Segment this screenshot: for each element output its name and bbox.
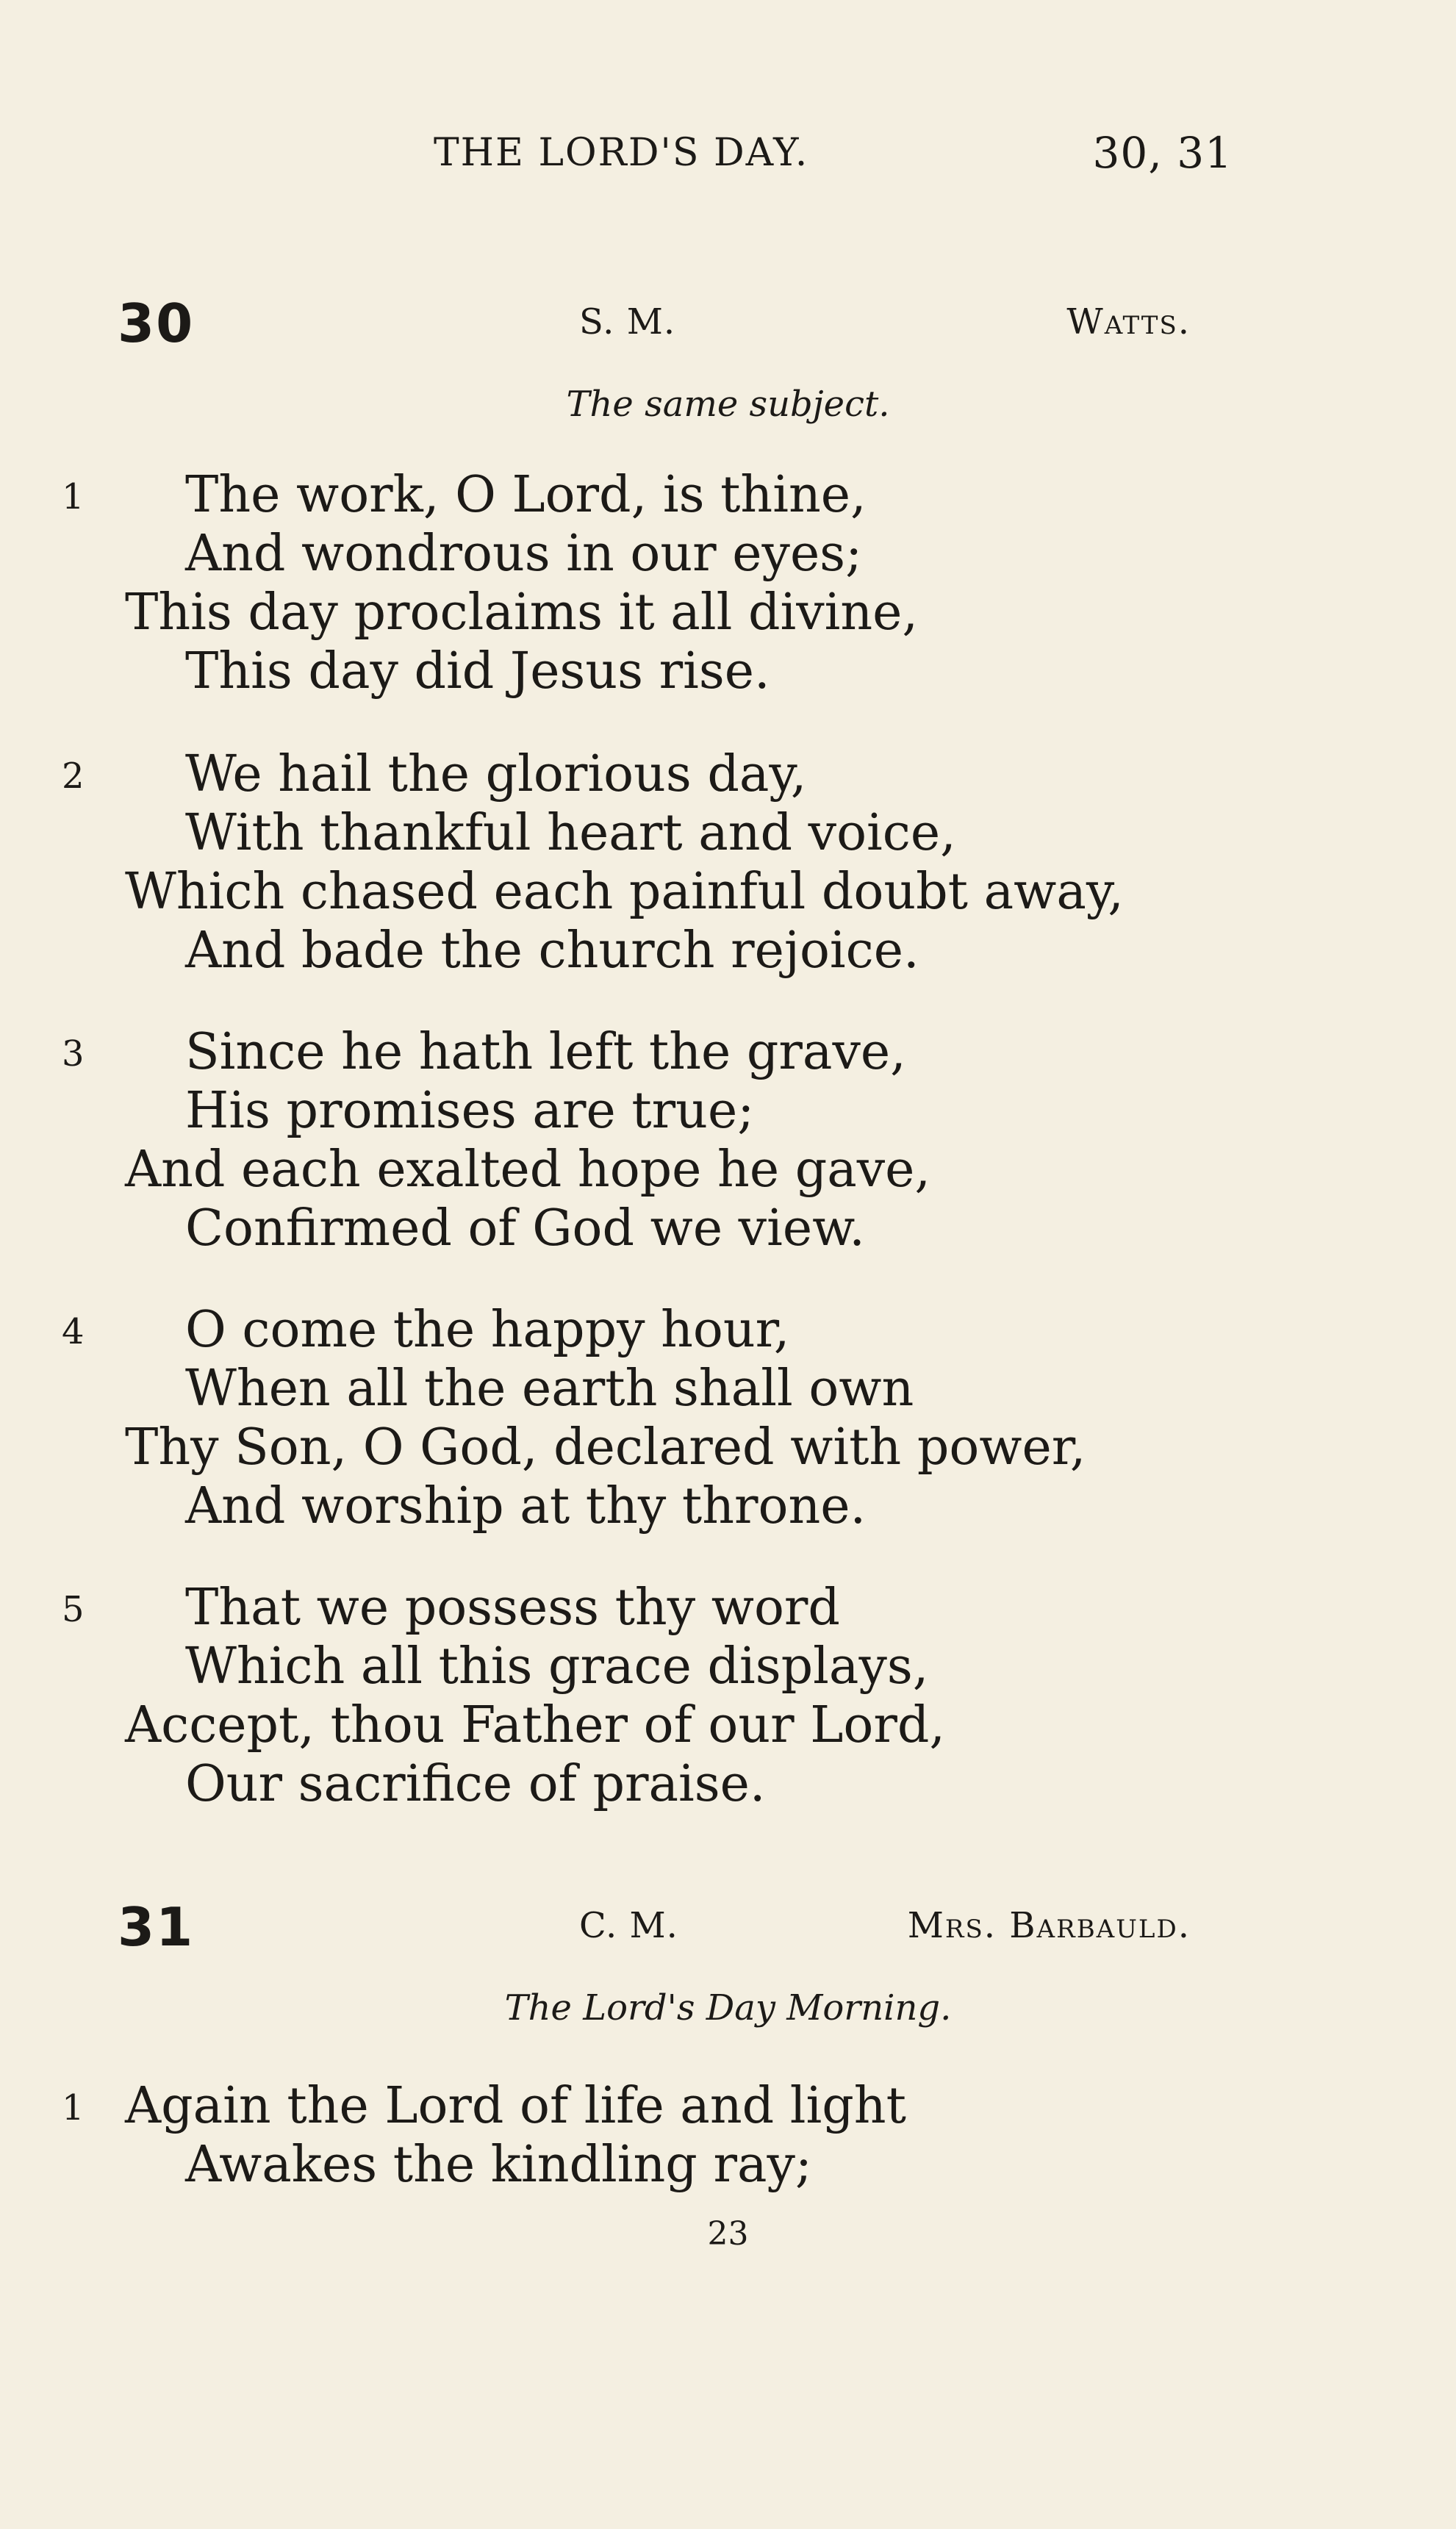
verse-line: This day proclaims it all divine, [125, 584, 919, 642]
page-number: 23 [707, 2215, 749, 2253]
verse-line: Which chased each painful doubt away, [125, 863, 1124, 921]
hymn-number: 31 [118, 1896, 195, 1958]
verse-line: That we possess thy word [185, 1579, 840, 1637]
verse-line: Awakes the kindling ray; [185, 2136, 812, 2194]
verse-line: Thy Son, O God, declared with power, [125, 1418, 1086, 1477]
verse-line: O come the happy hour, [185, 1301, 790, 1359]
hymn-meter: S. M. [579, 301, 676, 342]
hymn-author: Watts. [1066, 301, 1191, 342]
verse-line: And worship at thy throne. [185, 1477, 867, 1535]
verse-number: 2 [62, 756, 85, 797]
hymn-meter: C. M. [579, 1905, 678, 1946]
running-head [434, 128, 1242, 182]
verse-line: Again the Lord of life and light [125, 2077, 906, 2135]
hymn-author: Mrs. Barbauld. [907, 1905, 1191, 1946]
running-head-hymn-numbers: 30, 31 [1092, 128, 1233, 178]
verse-line: And wondrous in our eyes; [185, 525, 862, 583]
running-head-title: THE LORD'S DAY. [434, 131, 809, 175]
verse-number: 1 [62, 2087, 85, 2128]
verse-line: This day did Jesus rise. [185, 642, 770, 700]
verse-line: When all the earth shall own [185, 1360, 914, 1418]
hymn-31-heading [118, 1896, 1191, 1958]
verse-line: And bade the church rejoice. [185, 922, 919, 980]
verse-line: We hail the glorious day, [185, 745, 807, 803]
verse-number: 4 [62, 1311, 85, 1352]
verse-line: Our sacrifice of praise. [185, 1755, 766, 1813]
verse-line: Since he hath left the grave, [185, 1023, 906, 1081]
verse-line: The work, O Lord, is thine, [185, 466, 867, 524]
hymn-number: 30 [118, 293, 195, 354]
verse-number: 1 [62, 476, 85, 517]
verse-number: 3 [62, 1033, 85, 1075]
hymn-31-subtitle: The Lord's Day Morning. [504, 1987, 952, 2028]
hymn-30-heading [118, 293, 1191, 354]
verse-number: 5 [62, 1589, 85, 1630]
verse-line: And each exalted hope he gave, [125, 1141, 931, 1199]
verse-line: Accept, thou Father of our Lord, [125, 1696, 945, 1754]
verse-line: Confirmed of God we view. [185, 1199, 865, 1258]
verse-line: With thankful heart and voice, [185, 804, 956, 862]
hymn-30-subtitle: The same subject. [566, 384, 890, 425]
verse-line: His promises are true; [185, 1082, 755, 1140]
verse-line: Which all this grace displays, [185, 1637, 929, 1696]
